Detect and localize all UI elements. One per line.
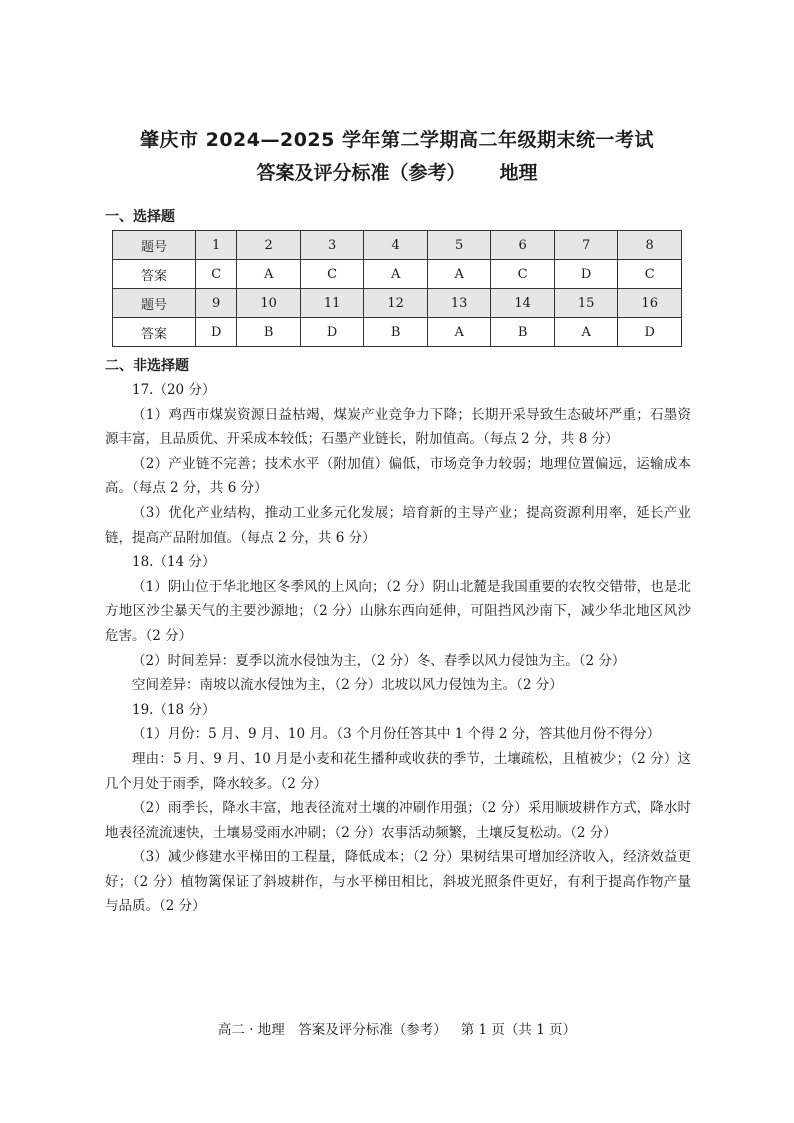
table-cell: D: [196, 318, 237, 347]
table-cell: 14: [491, 289, 555, 318]
row-label: 答案: [113, 318, 196, 347]
table-cell: 16: [618, 289, 682, 318]
answer-paragraph: （1）鸡西市煤炭资源日益枯竭，煤炭产业竞争力下降；长期开采导致生态破坏严重；石墨资源丰富，且品质优、开采成本较低；石墨产业链长，附加值高。（每点 2 分，共 8 分）: [105, 406, 691, 448]
table-cell: 6: [491, 231, 555, 260]
table-cell: C: [618, 260, 682, 289]
subtitle-text: 答案及评分标准（参考）: [256, 162, 466, 184]
table-cell: D: [618, 318, 682, 347]
answer-paragraph: （2）产业链不完善；技术水平（附加值）偏低，市场竞争力较弱；地理位置偏远，运输成本高。（每点 2 分，共 6 分）: [105, 455, 691, 497]
table-row: [113, 260, 682, 289]
table-cell: B: [364, 318, 428, 347]
table-cell: B: [491, 318, 555, 347]
table-row: [113, 231, 682, 260]
table-cell: B: [237, 318, 301, 347]
table-cell: 7: [554, 231, 618, 260]
footer-left: 高二 · 地理 答案及评分标准（参考）: [217, 1022, 447, 1038]
answer-paragraph: 空间差异：南坡以流水侵蚀为主，（2 分）北坡以风力侵蚀为主。（2 分）: [132, 677, 563, 694]
page-title: 肇庆市 2024—2025 学年第二学期高二年级期末统一考试: [140, 129, 654, 151]
answer-paragraph: （1）阴山位于华北地区冬季风的上风向；（2 分）阴山北麓是我国重要的农牧交错带，也是北方地区沙尘暴天气的主要沙源地；（2 分）山脉东西向延伸，可阻挡风沙南下，减少华北地区风沙危害。（2 分）: [105, 578, 691, 644]
table-cell: 13: [427, 289, 491, 318]
table-cell: 15: [554, 289, 618, 318]
table-cell: 3: [300, 231, 364, 260]
table-cell: D: [554, 260, 618, 289]
table-row: [113, 289, 682, 318]
table-cell: C: [196, 260, 237, 289]
answer-paragraph: （1）月份：5 月、9 月、10 月。（3 个月份任答其中 1 个得 2 分，答其他月份不得分）: [132, 726, 661, 743]
row-label: 题号: [113, 289, 196, 318]
answer-paragraph: （2）时间差异：夏季以流水侵蚀为主，（2 分）冬、春季以风力侵蚀为主。（2 分）: [132, 652, 626, 669]
table-cell: 4: [364, 231, 428, 260]
table-cell: 2: [237, 231, 301, 260]
footer-page-number: 第 1 页（共 1 页）: [460, 1022, 577, 1038]
table-row: [113, 318, 682, 347]
table-cell: A: [237, 260, 301, 289]
question-header-18: 18.（14 分）: [132, 554, 216, 571]
table-cell: 5: [427, 231, 491, 260]
table-cell: 8: [618, 231, 682, 260]
table-cell: 10: [237, 289, 301, 318]
subject-label: 地理: [499, 162, 538, 184]
row-label: 答案: [113, 260, 196, 289]
table-cell: C: [491, 260, 555, 289]
table-cell: 12: [364, 289, 428, 318]
page-footer: [0, 1018, 794, 1038]
question-header-17: 17.（20 分）: [132, 382, 216, 398]
table-cell: 11: [300, 289, 364, 318]
answer-paragraph: （2）雨季长，降水丰富，地表径流对土壤的冲刷作用强；（2 分）采用顺坡耕作方式，降水时地表径流流速快，土壤易受雨水冲刷；（2 分）农事活动频繁，土壤反复松动。（2 分）: [105, 800, 691, 841]
row-label: 题号: [113, 231, 196, 260]
question-header-19: 19.（18 分）: [132, 701, 216, 718]
answer-paragraph: （3）优化产业结构，推动工业多元化发展；培育新的主导产业；提高资源利用率，延长产业链，提高产品附加值。（每点 2 分，共 6 分）: [105, 504, 691, 546]
table-cell: A: [427, 260, 491, 289]
table-cell: A: [364, 260, 428, 289]
answer-paragraph: （3）减少修建水平梯田的工程量，降低成本；（2 分）果树结果可增加经济收入，经济效益更好；（2 分）植物篱保证了斜坡耕作，与水平梯田相比，斜坡光照条件更好，有利于提高作物产量与品质。（2 分）: [105, 849, 691, 915]
table-cell: D: [300, 318, 364, 347]
table-cell: A: [554, 318, 618, 347]
table-cell: 9: [196, 289, 237, 318]
answer-table: [112, 230, 682, 347]
page-subtitle: [0, 158, 794, 185]
section-heading-choice: 一、选择题: [105, 209, 175, 225]
answer-body: [105, 378, 691, 919]
answer-paragraph: 理由：5 月、9 月、10 月是小麦和花生播种或收获的季节，土壤疏松，且植被少；（2 分）这几个月处于雨季，降水较多。（2 分）: [105, 750, 691, 792]
section-heading-nonchoice: 二、非选择题: [105, 358, 189, 374]
table-cell: A: [427, 318, 491, 347]
table-cell: 1: [196, 231, 237, 260]
table-cell: C: [300, 260, 364, 289]
